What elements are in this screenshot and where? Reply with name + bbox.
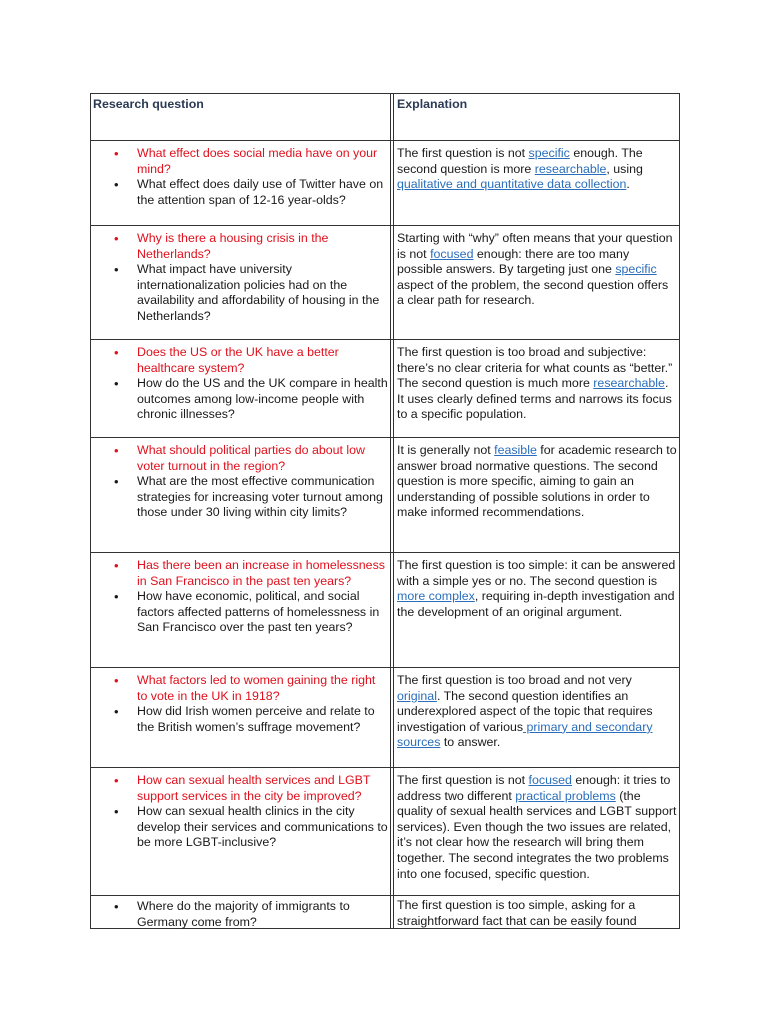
link-feasible[interactable]: feasible	[494, 443, 537, 457]
explanation-text: The first question is too broad and subjective: there’s no clear criteria for what counts as “better.” The second question is much more researchable. It uses clearly defined terms and narrows its focus to a specific population.	[397, 345, 673, 422]
strong-question: • What impact have university internationalization policies had on the availability and affordability of housing in the Netherlands?	[91, 262, 388, 324]
header-explanation: Explanation	[397, 97, 468, 111]
explanation-text: The first question is too broad and not very original. The second question identifies an underexplored aspect of the topic that requires investigation of various primary and secondary sources to answer.	[397, 673, 653, 750]
strong-question: • How have economic, political, and social factors affected patterns of homelessness in San Francisco over the past ten years?	[91, 589, 388, 636]
link-focused[interactable]: focused	[528, 773, 572, 787]
weak-question: • What effect does social media have on your mind?	[91, 146, 388, 177]
weak-question: • What factors led to women gaining the right to vote in the UK in 1918?	[91, 673, 388, 704]
explanation-text: Starting with “why” often means that your question is not focused enough: there are too many possible answers. By targeting just one specific aspect of the problem, the second question offers a clear path for research.	[397, 231, 673, 308]
explanation-text: It is generally not feasible for academic research to answer broad normative questions. The second question is more specific, aiming to gain an understanding of possible solutions in order to make informed recommendations.	[397, 443, 677, 520]
explanation-text: The first question is too simple: it can be answered with a simple yes or no. The second question is more complex, requiring in-depth investigation and the development of an original argument.	[397, 558, 676, 619]
table-row	[91, 340, 679, 438]
explanation-text: The first question is too simple, asking for a straightforward fact that can be easily found	[397, 898, 637, 928]
link-more-complex[interactable]: more complex	[397, 589, 475, 604]
table-row	[91, 896, 679, 930]
strong-question: • What effect does daily use of Twitter have on the attention span of 12-16 year-olds?	[91, 177, 388, 208]
strong-question: • How do the US and the UK compare in health outcomes among low-income people with chronic illnesses?	[91, 376, 388, 423]
strong-question: • How can sexual health clinics in the city develop their services and communications to be more LGBT-inclusive?	[91, 804, 388, 851]
table-row	[91, 768, 679, 896]
explanation-text: The first question is not specific enough. The second question is more researchable, using qualitative and quantitative data collection.	[397, 146, 643, 192]
link-researchable[interactable]: researchable	[534, 161, 607, 176]
strong-question: • What are the most effective communication strategies for increasing voter turnout among those under 30 living within city limits?	[91, 474, 388, 521]
link-focused[interactable]: focused	[430, 246, 474, 261]
weak-question: • Why is there a housing crisis in the Netherlands?	[91, 231, 388, 262]
header-research-question: Research question	[93, 97, 204, 111]
strong-question: • How did Irish women perceive and relate to the British women’s suffrage movement?	[91, 704, 388, 735]
weak-question: • How can sexual health services and LGBT support services in the city be improved?	[91, 773, 388, 804]
link-primary-secondary-sources[interactable]: primary and secondary sources	[397, 719, 653, 750]
table-row	[91, 438, 679, 553]
explanation-text: The first question is not focused enough: it tries to address two different practical problems (the quality of sexual health services and LGBT support services). Even though the two issues are related, it’s not clear how the research will bring them together. The second integrates the two problems into one focused, specific question.	[397, 773, 677, 881]
link-specific[interactable]: specific	[615, 262, 657, 277]
table-row	[91, 141, 679, 226]
strong-question: • Where do the majority of immigrants to Germany come from?	[91, 899, 388, 930]
table-row	[91, 553, 679, 668]
research-questions-table	[90, 93, 680, 929]
header-row	[91, 94, 679, 141]
link-data-collection[interactable]: qualitative and quantitative data collection	[397, 177, 627, 192]
link-specific[interactable]: specific	[528, 146, 570, 160]
weak-question: • Does the US or the UK have a better healthcare system?	[91, 345, 388, 376]
link-original[interactable]: original	[397, 688, 437, 703]
weak-question: • What should political parties do about low voter turnout in the region?	[91, 443, 388, 474]
weak-question: • Has there been an increase in homelessness in San Francisco in the past ten years?	[91, 558, 388, 589]
link-researchable[interactable]: researchable	[593, 376, 665, 391]
link-practical-problems[interactable]: practical problems	[515, 788, 616, 803]
table-row	[91, 668, 679, 768]
table-row	[91, 226, 679, 340]
